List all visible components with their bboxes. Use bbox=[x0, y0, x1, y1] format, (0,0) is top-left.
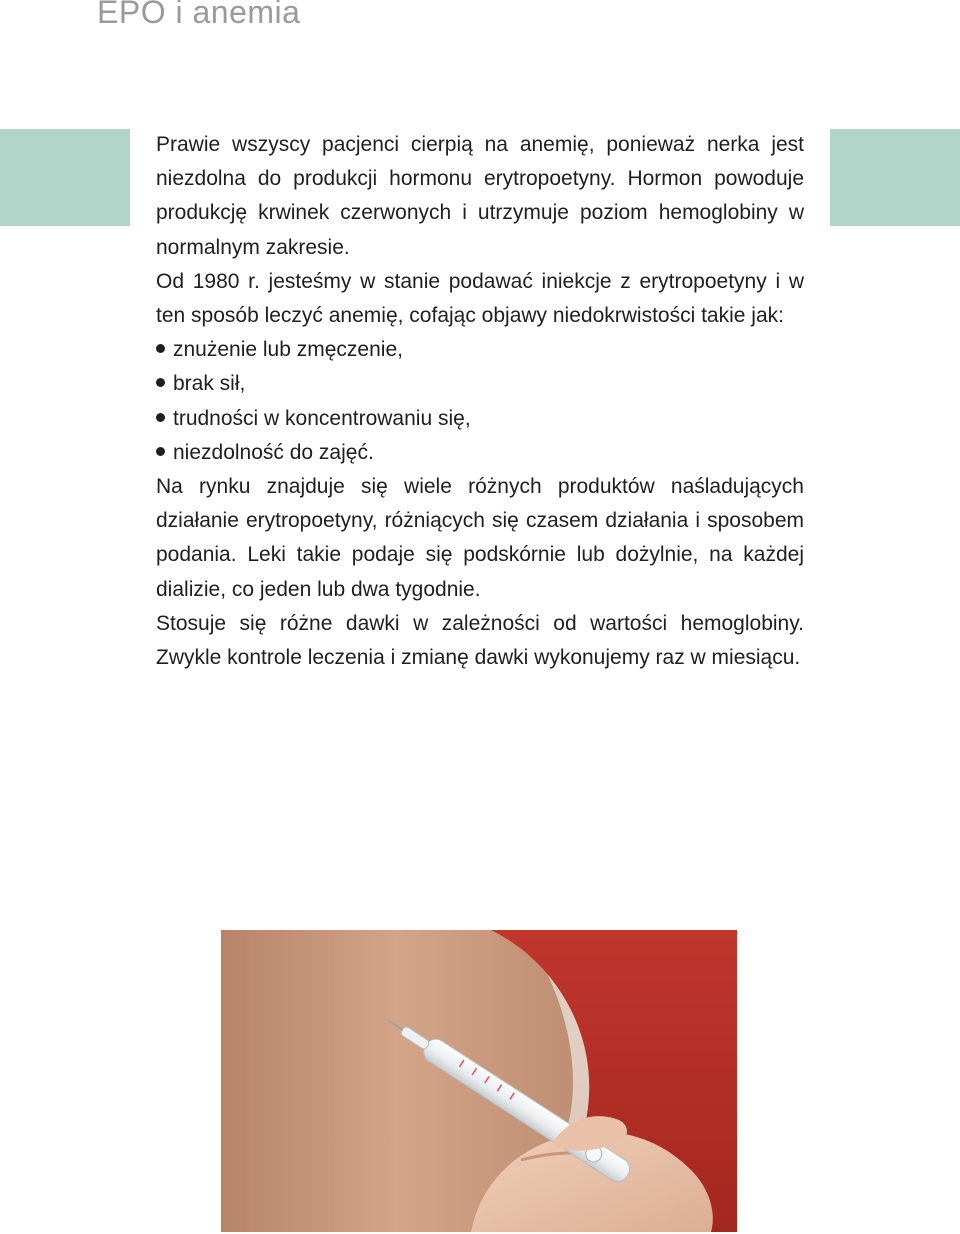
bullet-icon bbox=[156, 413, 165, 422]
bullet-icon bbox=[156, 447, 165, 456]
injection-pen-illustration bbox=[221, 930, 737, 1232]
bullet-icon bbox=[156, 344, 165, 353]
injection-photo bbox=[221, 930, 737, 1232]
list-item bbox=[156, 436, 804, 470]
paragraph-treatment: Od 1980 r. jesteśmy w stanie podawać iniekcje z erytropoetyny i w ten sposób leczyć anemię, cofając objawy niedokrwistości takie jak: bbox=[156, 269, 804, 328]
paragraph-intro: Prawie wszyscy pacjenci cierpią na anemię, ponieważ nerka jest niezdolna do produkcji hormonu erytropoetyny. Hormon powoduje produkcję krwinek czerwonych i utrzymuje poziom hemoglobiny w normalnym zakresie. bbox=[156, 133, 804, 259]
list-item-text: trudności w koncentrowaniu się, bbox=[173, 406, 471, 430]
page-title: EPO i anemia bbox=[97, 0, 301, 30]
list-item bbox=[156, 333, 804, 367]
left-accent-band bbox=[0, 129, 130, 226]
bullet-icon bbox=[156, 378, 165, 387]
symptom-list bbox=[156, 333, 804, 470]
paragraph-products: Na rynku znajduje się wiele różnych produktów naśladujących działanie erytropoetyny, różniących się czasem działania i sposobem podania. Leki takie podaje się podskórnie lub dożylnie, na każdej dializie, co jeden lub dwa tygodnie. bbox=[156, 475, 804, 601]
list-item bbox=[156, 367, 804, 401]
list-item-text: brak sił, bbox=[173, 372, 246, 396]
list-item-text: znużenie lub zmęczenie, bbox=[173, 338, 403, 362]
article-body bbox=[156, 128, 804, 675]
list-item-text: niezdolność do zajęć. bbox=[173, 440, 374, 464]
paragraph-dosage: Stosuje się różne dawki w zależności od wartości hemoglobiny. Zwykle kontrole leczenia i zmianę dawki wykonujemy raz w miesiącu. bbox=[156, 611, 804, 670]
right-accent-band bbox=[830, 129, 960, 226]
list-item bbox=[156, 402, 804, 436]
